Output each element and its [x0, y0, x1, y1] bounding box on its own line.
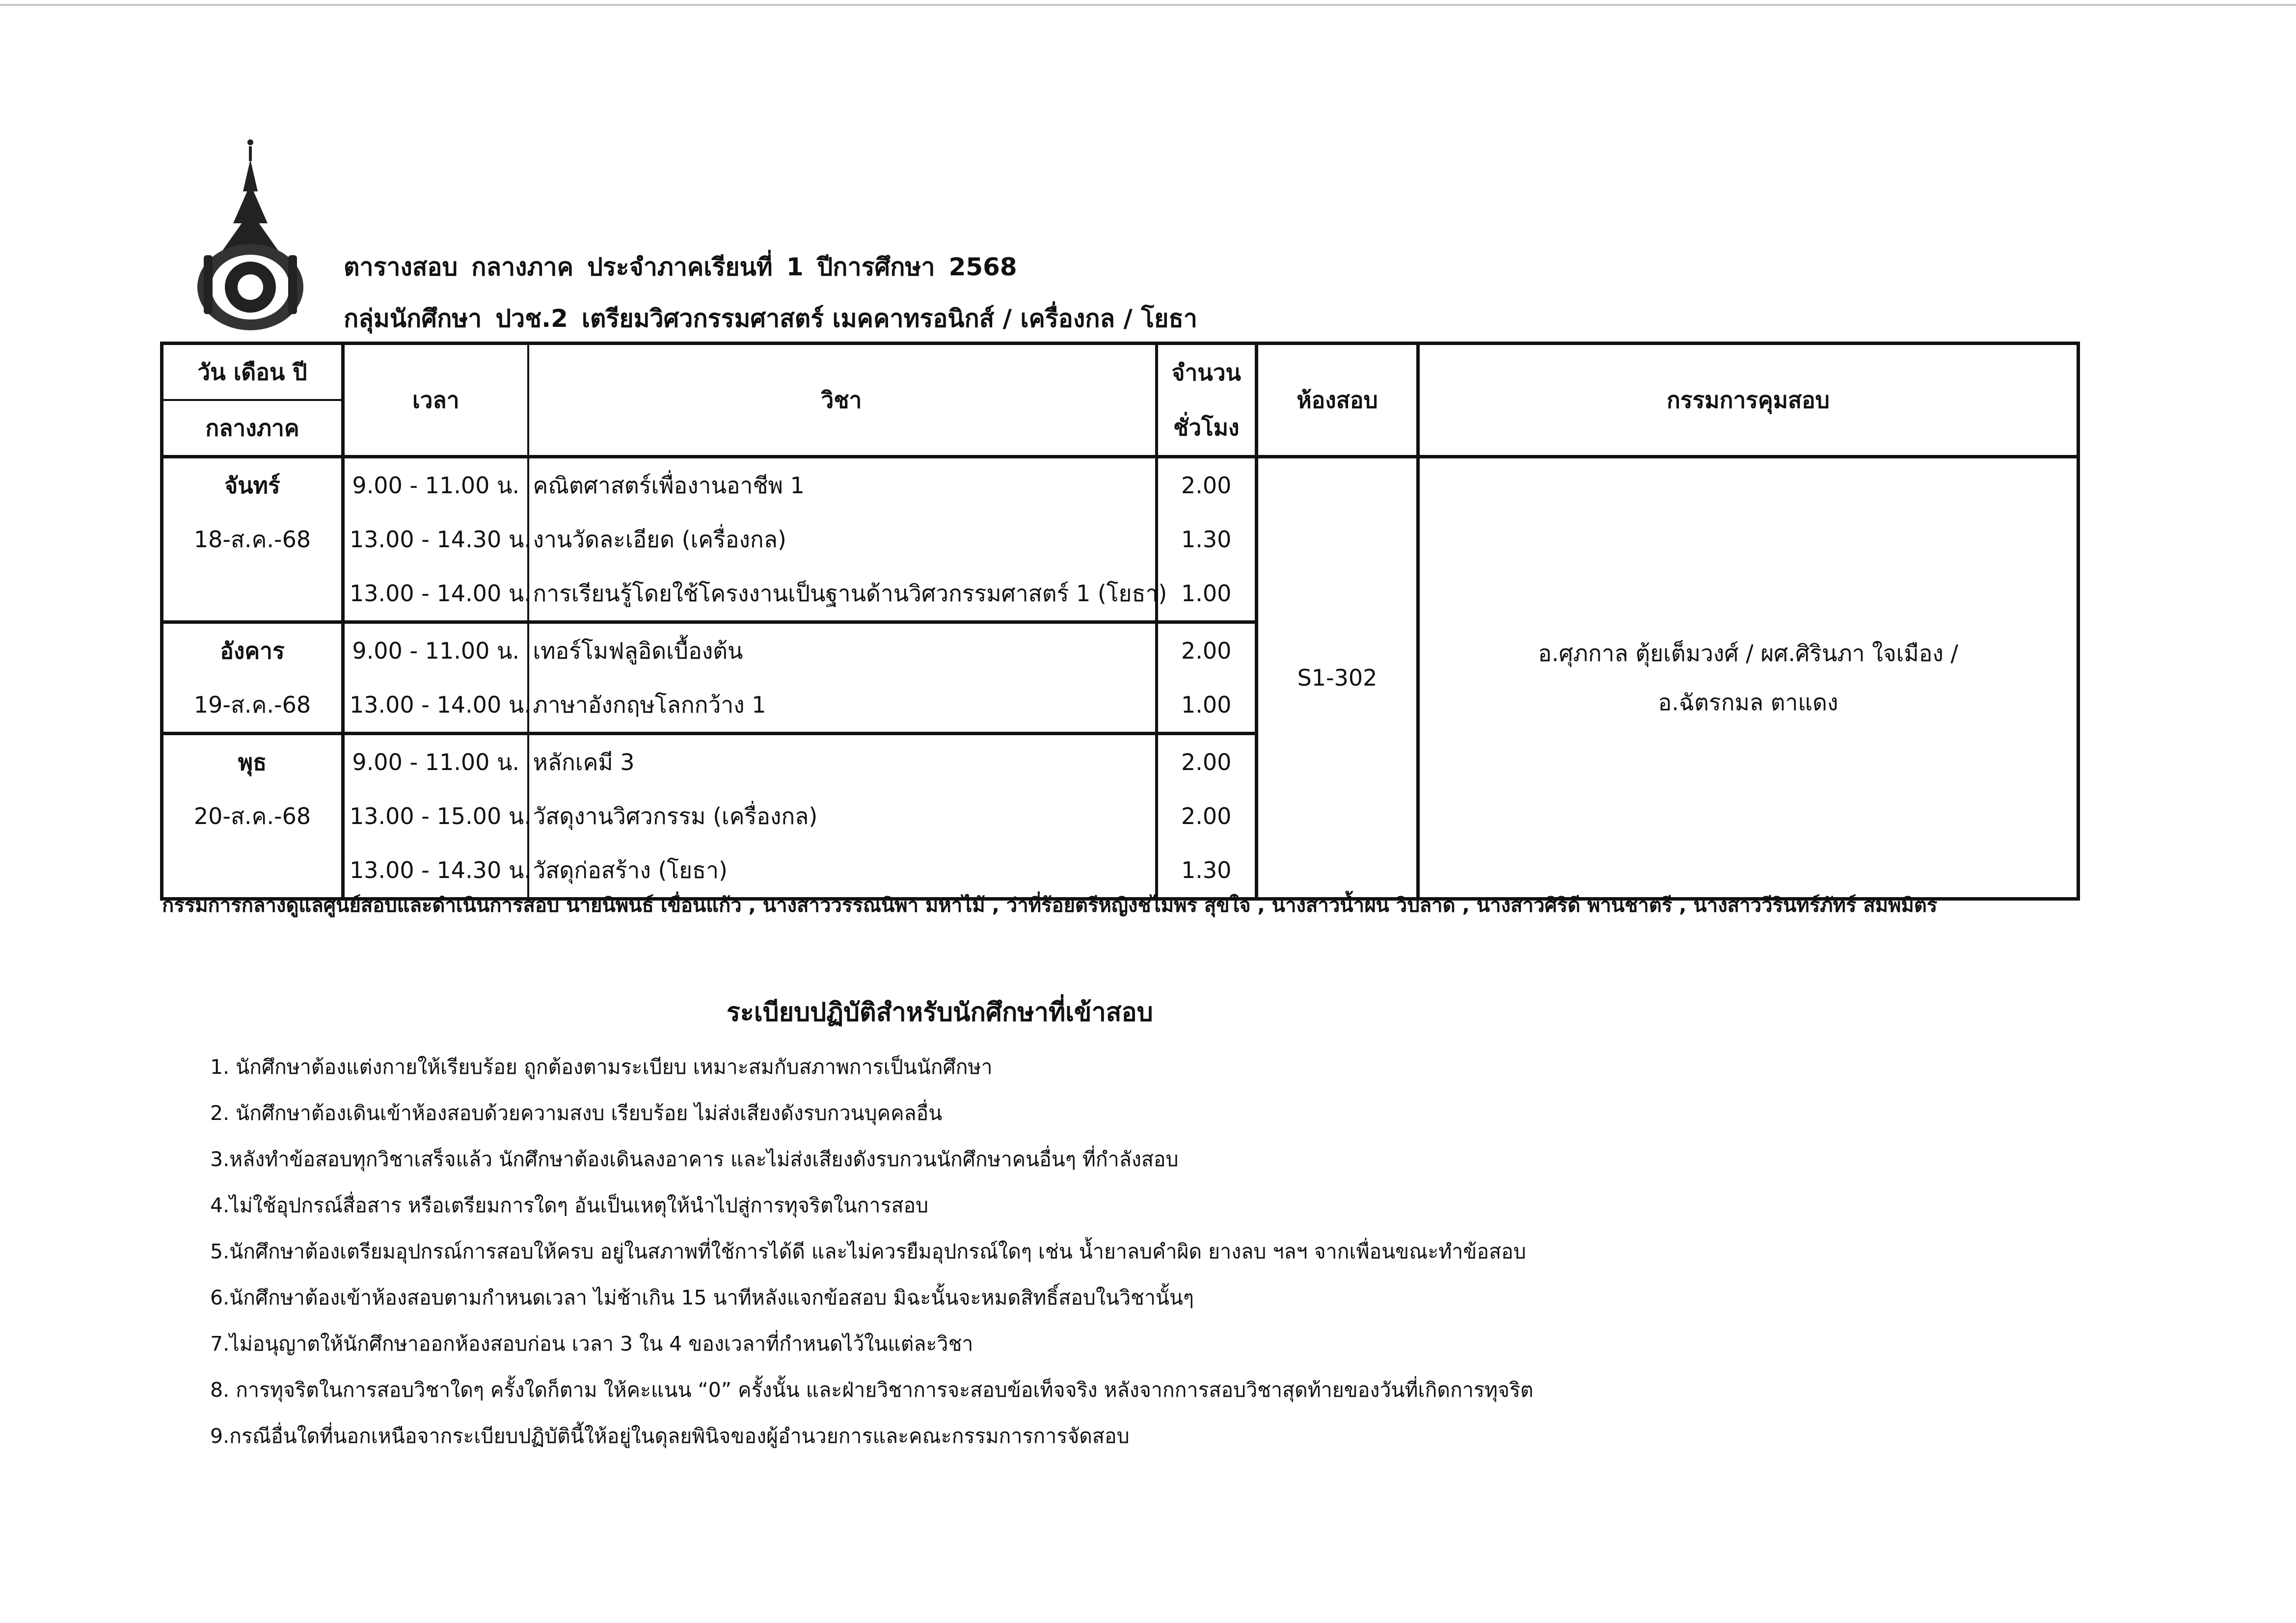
rule-item: 8. การทุจริตในการสอบวิชาใดๆ ครั้งใดก็ตาม ให้คะแนน “0” ครั้งนั้น และฝ่ายวิชาการจะสอบข้อเท็จจริง หลังจากการสอบวิชาสุดท้ายของวันที่เกิดการทุจริต — [210, 1378, 1534, 1402]
header-room: ห้องสอบ — [1257, 344, 1418, 457]
time-cell: 13.00 - 15.00 น. — [350, 802, 531, 829]
rule-item: 5.นักศึกษาต้องเตรียมอุปกรณ์การสอบให้ครบ อยู่ในสภาพที่ใช้การได้ดี และไม่ควรยืมอุปกรณ์ใดๆ เช่น น้ำยาลบคำผิด ยางลบ ฯลฯ จากเพื่อนขณะทำข้อสอบ — [210, 1240, 1526, 1263]
hours-cell: 2.00 — [1157, 789, 1257, 843]
table-header-row — [162, 344, 2079, 400]
subject-cell: หลักเคมี 3 — [528, 734, 1157, 790]
hours-cell: 2.00 — [1157, 622, 1257, 678]
day-cell: พุธ — [162, 734, 343, 790]
table-row — [162, 457, 2079, 513]
exam-schedule-table — [160, 342, 2080, 901]
hours-cell: 1.00 — [1157, 566, 1257, 622]
time-cell: 13.00 - 14.30 น. — [350, 526, 531, 553]
hours-cell: 1.00 — [1157, 678, 1257, 734]
header-proctor: กรรมการคุมสอบ — [1418, 344, 2079, 457]
time-cell: 13.00 - 14.30 น. — [343, 843, 528, 899]
hours-cell: 1.30 — [1157, 843, 1257, 899]
subject-cell: คณิตศาสตร์เพื่องานอาชีพ 1 — [528, 457, 1157, 513]
header-hours-line1: จำนวน — [1157, 344, 1257, 400]
hours-cell: 2.00 — [1157, 457, 1257, 513]
rule-item: 9.กรณีอื่นใดที่นอกเหนือจากระเบียบปฏิบัตินี้ให้อยู่ในดุลยพินิจของผู้อำนวยการและคณะกรรมการการจัดสอบ — [210, 1424, 1130, 1448]
central-committee-line: กรรมการกลางดูแลศูนย์สอบและดำเนินการสอบ นายนิพนธ์ เขื่อนแก้ว , นางสาววรรณนิพา มหาไม้ , ว่าที่ร้อยตรีหญิงชไมพร สุขใจ , นางสาวน้ำฝน วิปลาด , นางสาวศิริดี พานชาตรี , นางสาววีรินทร์ภัทร์ สมพมิตร — [162, 894, 1938, 917]
date-cell: 19-ส.ค.-68 — [162, 678, 343, 734]
room-cell: S1-302 — [1257, 457, 1418, 899]
subject-cell: งานวัดละเอียด (เครื่องกล) — [528, 512, 1157, 566]
date-cell: 18-ส.ค.-68 — [162, 512, 343, 566]
time-cell: 9.00 - 11.00 น. — [343, 622, 528, 678]
institution-emblem-icon — [194, 137, 307, 331]
header-hours-line2: ชั่วโมง — [1157, 400, 1257, 457]
day-cell: อังคาร — [162, 622, 343, 678]
header-date: วัน เดือน ปี — [162, 344, 343, 400]
proctor-line-2: อ.ฉัตรกมล ตาแดง — [1658, 689, 1838, 716]
time-cell: 13.00 - 14.00 น. — [350, 691, 531, 718]
header-subject: วิชา — [528, 344, 1157, 457]
rules-list — [210, 1051, 1534, 1466]
student-group-line: กลุ่มนักศึกษา ปวช.2 เตรียมวิศวกรรมศาสตร์ เมคคาทรอนิกส์ / เครื่องกล / โยธา — [344, 304, 1197, 333]
subject-cell: ภาษาอังกฤษโลกกว้าง 1 — [528, 678, 1157, 734]
rule-item: 7.ไม่อนุญาตให้นักศึกษาออกห้องสอบก่อน เวลา 3 ใน 4 ของเวลาที่กำหนดไว้ในแต่ละวิชา — [210, 1332, 973, 1356]
time-cell: 13.00 - 14.00 น. — [350, 580, 531, 607]
rules-title: ระเบียบปฏิบัติสำหรับนักศึกษาที่เข้าสอบ — [727, 998, 1153, 1027]
proctor-cell — [1418, 457, 2079, 899]
header-midterm: กลางภาค — [162, 400, 343, 457]
rule-item: 3.หลังทำข้อสอบทุกวิชาเสร็จแล้ว นักศึกษาต้องเดินลงอาคาร และไม่ส่งเสียงดังรบกวนนักศึกษาคนอื่นๆ ที่กำลังสอบ — [210, 1147, 1179, 1171]
proctor-line-1: อ.ศุภกาล ตุ้ยเต็มวงศ์ / ผศ.ศิรินภา ใจเมือง / — [1538, 640, 1958, 666]
time-cell: 9.00 - 11.00 น. — [343, 734, 528, 790]
date-cell — [162, 566, 343, 622]
rule-item: 2. นักศึกษาต้องเดินเข้าห้องสอบด้วยความสงบ เรียบร้อย ไม่ส่งเสียงดังรบกวนบุคคลอื่น — [210, 1101, 943, 1125]
scan-edge-line — [0, 4, 2296, 6]
rule-item: 4.ไม่ใช้อุปกรณ์สื่อสาร หรือเตรียมการใดๆ อันเป็นเหตุให้นำไปสู่การทุจริตในการสอบ — [210, 1194, 929, 1217]
rule-item: 6.นักศึกษาต้องเข้าห้องสอบตามกำหนดเวลา ไม่ช้าเกิน 15 นาทีหลังแจกข้อสอบ มิฉะนั้นจะหมดสิทธิ์สอบในวิชานั้นๆ — [210, 1286, 1194, 1309]
rule-item: 1. นักศึกษาต้องแต่งกายให้เรียบร้อย ถูกต้องตามระเบียบ เหมาะสมกับสภาพการเป็นนักศึกษา — [210, 1055, 993, 1079]
header-time: เวลา — [343, 344, 528, 457]
hours-cell: 1.30 — [1157, 512, 1257, 566]
subject-cell: วัสดุงานวิศวกรรม (เครื่องกล) — [528, 789, 1157, 843]
subject-cell: การเรียนรู้โดยใช้โครงงานเป็นฐานด้านวิศวกรรมศาสตร์ 1 (โยธา) — [528, 566, 1157, 622]
day-cell: จันทร์ — [162, 457, 343, 513]
subject-cell: เทอร์โมฟลูอิดเบื้องต้น — [528, 622, 1157, 678]
date-cell: 20-ส.ค.-68 — [162, 789, 343, 843]
exam-schedule-title: ตารางสอบ กลางภาค ประจำภาคเรียนที่ 1 ปีการศึกษา 2568 — [344, 253, 1017, 281]
time-cell: 9.00 - 11.00 น. — [343, 457, 528, 513]
hours-cell: 2.00 — [1157, 734, 1257, 790]
subject-cell: วัสดุก่อสร้าง (โยธา) — [528, 843, 1157, 899]
